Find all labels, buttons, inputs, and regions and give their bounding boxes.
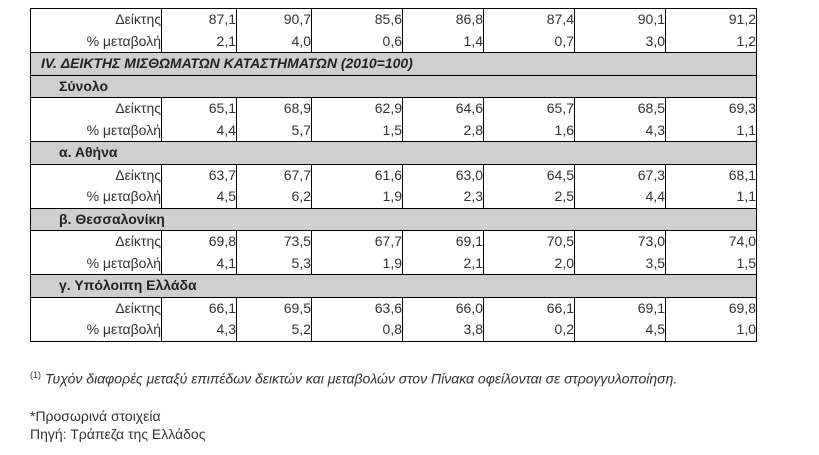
table-cell: 4,4 [162,120,237,142]
table-cell: 0,7 [484,31,575,53]
table-cell: 0,2 [484,319,575,341]
region-header-row [31,208,757,231]
table-cell: 73,5 [237,231,312,253]
table-cell: 4,0 [237,31,312,53]
table-row [31,120,757,142]
table-cell: 66,0 [403,297,484,319]
row-label: % μεταβολή [31,319,162,341]
table-cell: 90,1 [575,9,666,31]
table-cell: 2,1 [403,253,484,275]
table-cell: 69,5 [237,297,312,319]
table-cell: 74,0 [666,231,757,253]
table-cell: 0,6 [312,31,403,53]
source-note: Πηγή: Τράπεζα της Ελλάδος [30,426,206,442]
table-cell: 3,5 [575,253,666,275]
table-cell: 1,4 [403,31,484,53]
table-cell: 1,1 [666,120,757,142]
row-label: % μεταβολή [31,253,162,275]
table-cell: 69,8 [666,297,757,319]
table-cell: 90,7 [237,9,312,31]
region-header-row [31,75,757,98]
table-cell: 2,8 [403,120,484,142]
table-cell: 5,2 [237,319,312,341]
table-cell: 1,5 [666,253,757,275]
table-cell: 69,3 [666,98,757,120]
table-cell: 66,1 [162,297,237,319]
table-cell: 4,5 [575,319,666,341]
region-header-row [31,142,757,165]
table-cell: 6,2 [237,186,312,208]
row-label: % μεταβολή [31,186,162,208]
table-cell: 4,4 [575,186,666,208]
table-cell: 4,3 [162,319,237,341]
table-cell: 2,1 [162,31,237,53]
table-cell: 73,0 [575,231,666,253]
table-cell: 86,8 [403,9,484,31]
row-label: % μεταβολή [31,120,162,142]
table-cell: 63,7 [162,164,237,186]
table-row [31,164,757,186]
table-cell: 1,0 [666,319,757,341]
table-cell: 5,7 [237,120,312,142]
table-cell: 4,5 [162,186,237,208]
table-cell: 67,7 [312,231,403,253]
rounding-footnote [30,370,677,387]
table-cell: 1,5 [312,120,403,142]
table-cell: 1,9 [312,186,403,208]
table-cell: 2,5 [484,186,575,208]
table-cell: 68,9 [237,98,312,120]
row-label: Δείκτης [31,231,162,253]
table-cell: 69,1 [575,297,666,319]
table-cell: 5,3 [237,253,312,275]
table-notes [30,407,205,443]
footnote-text: Τυχόν διαφορές μεταξύ επιπέδων δεικτών και μεταβολών στον Πίνακα οφείλονται σε στρογγυλοποίηση. [45,370,678,387]
table-row [31,297,757,319]
table-cell: 62,9 [312,98,403,120]
row-label: Δείκτης [31,164,162,186]
footnote-marker: (1) [30,370,41,380]
table-cell: 1,1 [666,186,757,208]
region-title: γ. Υπόλοιπη Ελλάδα [31,275,757,298]
section-title: IV. ΔΕΙΚΤΗΣ ΜΙΣΘΩΜΑΤΩΝ ΚΑΤΑΣΤΗΜΑΤΩΝ (2010=100) [31,53,757,76]
table-cell: 66,1 [484,297,575,319]
region-title: α. Αθήνα [31,142,757,165]
table-cell: 4,1 [162,253,237,275]
table-cell: 65,7 [484,98,575,120]
section-header-row [31,53,757,76]
table-cell: 1,2 [666,31,757,53]
table-cell: 63,6 [312,297,403,319]
table-cell: 69,1 [403,231,484,253]
table-cell: 70,5 [484,231,575,253]
table-cell: 4,3 [575,120,666,142]
table-cell: 68,5 [575,98,666,120]
table-cell: 65,1 [162,98,237,120]
table-row [31,31,757,53]
rent-index-table [30,8,757,342]
table-row [31,9,757,31]
table-cell: 1,6 [484,120,575,142]
table-cell: 67,3 [575,164,666,186]
region-title: β. Θεσσαλονίκη [31,208,757,231]
table-cell: 67,7 [237,164,312,186]
table-cell: 87,1 [162,9,237,31]
table-cell: 87,4 [484,9,575,31]
table-cell: 85,6 [312,9,403,31]
row-label: Δείκτης [31,9,162,31]
table-cell: 69,8 [162,231,237,253]
table-row [31,231,757,253]
table-row [31,186,757,208]
table-cell: 3,8 [403,319,484,341]
region-header-row [31,275,757,298]
table-cell: 1,9 [312,253,403,275]
table-row [31,319,757,341]
row-label: Δείκτης [31,297,162,319]
table-row [31,253,757,275]
table-row [31,98,757,120]
table-cell: 0,8 [312,319,403,341]
table-cell: 61,6 [312,164,403,186]
table-cell: 64,6 [403,98,484,120]
table-cell: 2,0 [484,253,575,275]
table-cell: 91,2 [666,9,757,31]
table-cell: 68,1 [666,164,757,186]
provisional-note: *Προσωρινά στοιχεία [30,408,161,424]
table-cell: 63,0 [403,164,484,186]
table-cell: 64,5 [484,164,575,186]
table-cell: 3,0 [575,31,666,53]
row-label: Δείκτης [31,98,162,120]
row-label: % μεταβολή [31,31,162,53]
region-title: Σύνολο [31,75,757,98]
table-cell: 2,3 [403,186,484,208]
